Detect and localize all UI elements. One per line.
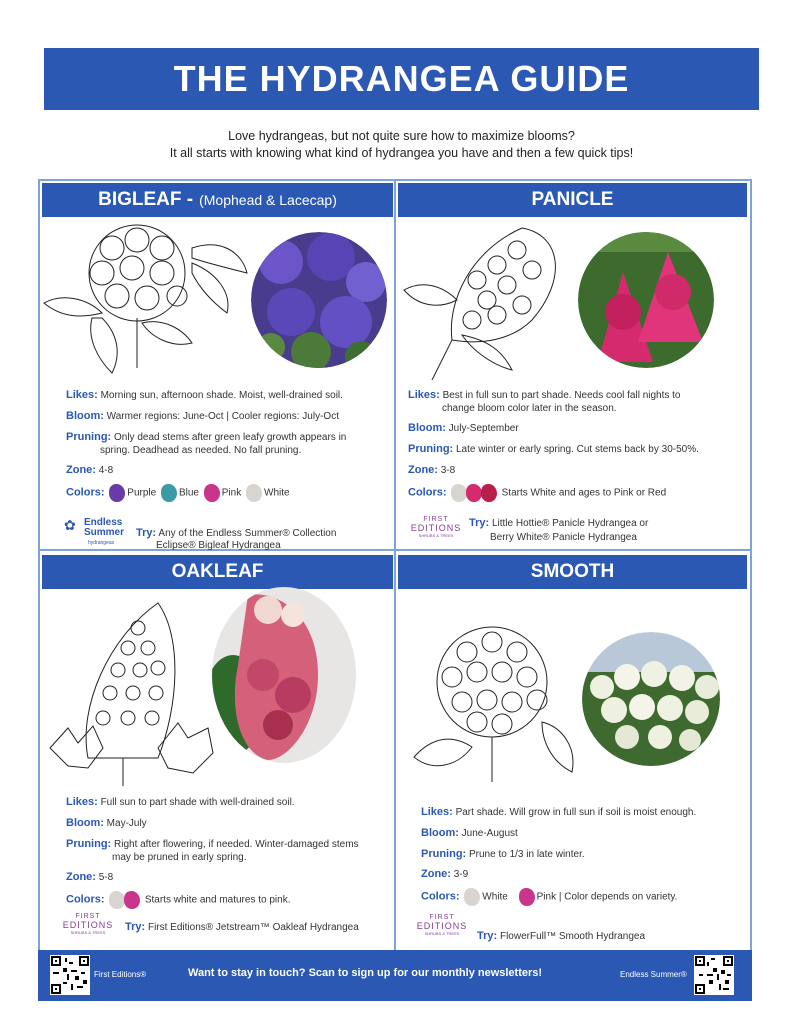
bigleaf-zone: 4-8	[98, 465, 114, 476]
panicle-pruning-label: Pruning:	[408, 443, 454, 455]
oakleaf-pruning-2: may be pruned in early spring.	[112, 852, 247, 863]
bigleaf-try-1: Any of the Endless Summer® Collection	[158, 528, 337, 539]
bigleaf-likes: Morning sun, afternoon shade. Moist, well-drained soil.	[100, 390, 343, 401]
brand-line-3: SHRUBS & TREES	[70, 930, 106, 935]
panicle-likes-2: change bloom color later in the season.	[442, 403, 617, 414]
panicle-try-1: Little Hottie® Panicle Hydrangea or	[491, 518, 649, 529]
bigleaf-bloom: Warmer regions: June-Oct | Cooler regions: July-Oct	[106, 411, 339, 422]
intro-text	[44, 128, 759, 162]
bigleaf-subtitle: (Mophead & Lacecap)	[199, 192, 337, 208]
white-swatch-icon	[451, 484, 467, 502]
horizontal-divider	[38, 549, 752, 551]
bigleaf-color-blue: Blue	[178, 487, 199, 499]
bigleaf-title: BIGLEAF -	[98, 189, 194, 210]
intro-line-2: It all starts with knowing what kind of hydrangea you have and then a few quick tips!	[169, 146, 634, 160]
panicle-colors: Starts White and ages to Pink or Red	[501, 487, 667, 499]
panicle-bloom-label: Bloom:	[408, 422, 446, 434]
bigleaf-bloom-label: Bloom:	[66, 410, 104, 422]
white-swatch-icon	[246, 484, 262, 502]
oakleaf-colors: Starts white and matures to pink.	[144, 894, 291, 906]
panicle-colors-label: Colors:	[408, 486, 447, 499]
oakleaf-try: First Editions® Jetstream™ Oakleaf Hydrangea	[147, 922, 359, 933]
bigleaf-pruning-label: Pruning:	[66, 431, 112, 443]
oakleaf-bloom-label: Bloom:	[66, 817, 104, 829]
smooth-header	[398, 555, 747, 589]
panicle-sketch-icon	[402, 220, 572, 385]
smooth-try: FlowerFull™ Smooth Hydrangea	[499, 931, 646, 942]
pink-swatch-icon	[466, 484, 482, 502]
panicle-likes-label: Likes:	[408, 389, 440, 401]
footer-message: Want to stay in touch? Scan to sign up for our monthly newsletters!	[188, 967, 543, 979]
panicle-likes-1: Best in full sun to part shade. Needs cool fall nights to	[442, 390, 681, 401]
bigleaf-color-white: White	[264, 487, 290, 499]
brand-line-1: FIRST	[423, 516, 449, 523]
first-editions-logo	[414, 914, 470, 936]
oakleaf-likes-label: Likes:	[66, 796, 98, 808]
brand-line-1: Endless	[84, 517, 123, 528]
smooth-color-pink: Pink | Color depends on variety.	[536, 891, 678, 903]
smooth-bloom: June-August	[461, 828, 518, 839]
brand-line-2: EDITIONS	[416, 921, 468, 931]
panicle-bloom: July-September	[448, 423, 519, 434]
oakleaf-colors-label: Colors:	[66, 893, 105, 906]
smooth-try-label: Try:	[477, 930, 498, 942]
bigleaf-header	[42, 183, 393, 217]
brand-line-3: SHRUBS & TREES	[424, 931, 460, 936]
panicle-header	[398, 183, 747, 217]
first-editions-logo	[60, 913, 116, 935]
bigleaf-try-label: Try:	[136, 527, 157, 539]
bigleaf-pruning-2: spring. Deadhead as needed. No fall pruning.	[100, 445, 302, 456]
oakleaf-pruning-label: Pruning:	[66, 838, 112, 850]
smooth-title: SMOOTH	[530, 561, 615, 582]
white-swatch-icon	[464, 888, 480, 906]
bigleaf-zone-label: Zone:	[66, 464, 96, 476]
bigleaf-sketch-icon	[42, 218, 252, 378]
oakleaf-pruning-1: Right after flowering, if needed. Winter-damaged stems	[114, 839, 359, 850]
smooth-color-white: White	[482, 891, 508, 903]
footer-bar	[38, 950, 752, 1001]
oakleaf-sketch-icon	[48, 598, 218, 788]
intro-line-1: Love hydrangeas, but not quite sure how to maximize blooms?	[228, 129, 575, 143]
blue-swatch-icon	[161, 484, 177, 502]
oakleaf-title: OAKLEAF	[171, 561, 264, 582]
panicle-try-2: Berry White® Panicle Hydrangea	[490, 532, 637, 543]
smooth-zone: 3-9	[453, 869, 469, 880]
brand-line-2: EDITIONS	[62, 920, 114, 930]
smooth-colors-label: Colors:	[421, 890, 460, 903]
smooth-pruning-label: Pruning:	[421, 848, 467, 860]
panicle-photo	[578, 232, 714, 368]
bigleaf-photo	[251, 232, 387, 368]
brand-line-2: Summer	[84, 527, 125, 538]
page-title: THE HYDRANGEA GUIDE	[44, 48, 759, 110]
oakleaf-likes: Full sun to part shade with well-drained soil.	[100, 797, 295, 808]
bigleaf-color-purple: Purple	[127, 487, 157, 499]
oakleaf-photo	[208, 585, 360, 765]
brand-line-2: EDITIONS	[410, 523, 462, 533]
pink-swatch-icon	[124, 891, 140, 909]
smooth-likes-label: Likes:	[421, 806, 453, 818]
panicle-pruning: Late winter or early spring. Cut stems back by 30-50%.	[456, 444, 699, 455]
panicle-title: PANICLE	[531, 189, 614, 210]
bigleaf-color-pink: Pink	[221, 487, 242, 499]
smooth-likes: Part shade. Will grow in full sun if soil is moist enough.	[455, 807, 697, 818]
vertical-divider	[394, 179, 396, 950]
red-swatch-icon	[481, 484, 497, 502]
brand-line-1: FIRST	[429, 914, 455, 921]
panicle-zone-label: Zone:	[408, 464, 438, 476]
oakleaf-zone: 5-8	[98, 872, 114, 883]
oakleaf-zone-label: Zone:	[66, 871, 96, 883]
bigleaf-pruning-1: Only dead stems after green leafy growth appears in	[114, 432, 347, 443]
panicle-try-label: Try:	[469, 517, 490, 529]
oakleaf-bloom: May-July	[106, 818, 147, 829]
first-editions-logo	[408, 516, 464, 538]
brand-line-3: hydrangeas	[88, 540, 115, 546]
panicle-zone: 3-8	[440, 465, 456, 476]
bigleaf-colors-label: Colors:	[66, 486, 105, 499]
smooth-bloom-label: Bloom:	[421, 827, 459, 839]
footer-left-brand: First Editions®	[94, 970, 147, 979]
oakleaf-try-label: Try:	[125, 921, 146, 933]
bigleaf-likes-label: Likes:	[66, 389, 98, 401]
pink-swatch-icon	[519, 888, 535, 906]
brand-line-1: FIRST	[75, 913, 101, 920]
smooth-pruning: Prune to 1/3 in late winter.	[469, 849, 585, 860]
smooth-photo	[582, 632, 720, 766]
oakleaf-header	[42, 555, 393, 589]
pink-swatch-icon	[204, 484, 220, 502]
purple-swatch-icon	[109, 484, 125, 502]
qr-code-icon[interactable]	[694, 955, 734, 995]
flower-icon: ✿	[64, 517, 76, 533]
bigleaf-try-2: Eclipse® Bigleaf Hydrangea	[156, 540, 281, 551]
footer-right-brand: Endless Summer®	[620, 970, 687, 979]
brand-line-3: SHRUBS & TREES	[418, 533, 454, 538]
smooth-zone-label: Zone:	[421, 868, 451, 880]
white-swatch-icon	[109, 891, 125, 909]
qr-code-icon[interactable]	[50, 955, 90, 995]
smooth-sketch-icon	[412, 622, 580, 787]
